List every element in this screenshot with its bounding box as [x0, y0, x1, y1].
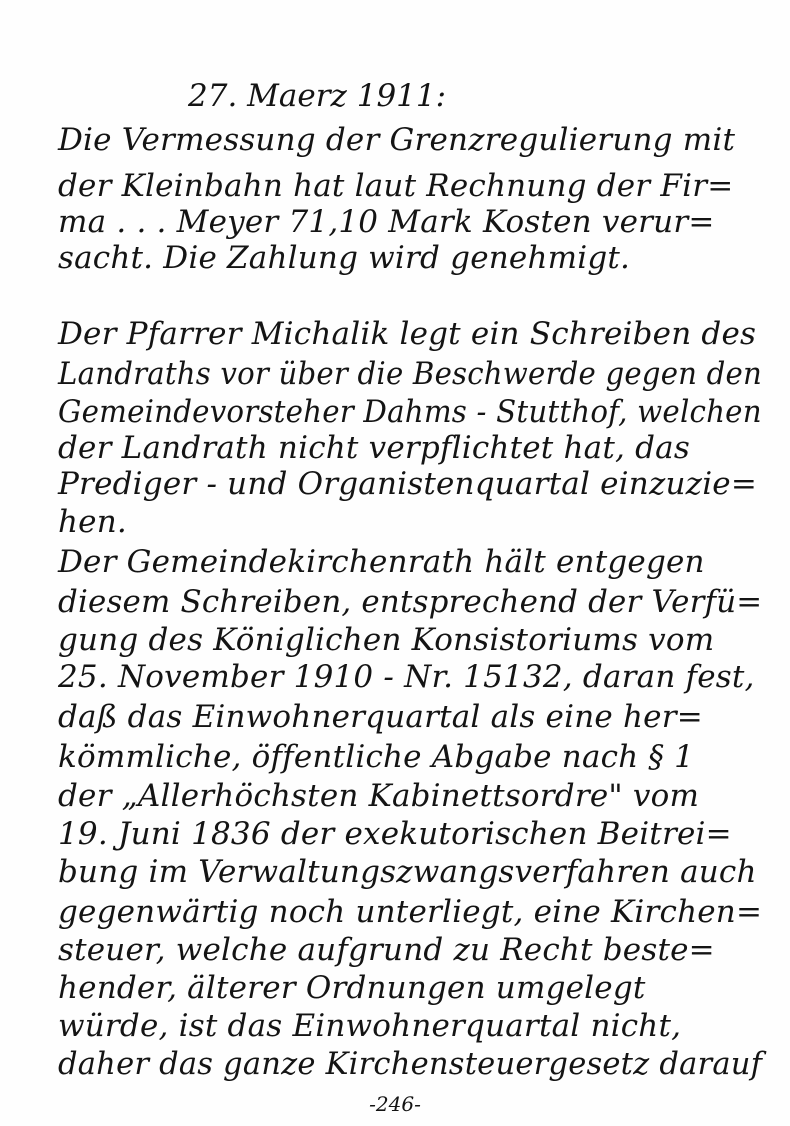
- text-line: sacht. Die Zahlung wird genehmigt.: [58, 240, 631, 276]
- text-line: der Kleinbahn hat laut Rechnung der Fir=: [58, 168, 734, 204]
- text-line: 19. Juni 1836 der exekutorischen Beitrei=: [58, 816, 732, 852]
- text-line: gung des Königlichen Konsistoriums vom: [58, 622, 715, 658]
- text-line: Die Vermessung der Grenzregulierung mit: [58, 122, 736, 158]
- text-line: diesem Schreiben, entsprechend der Verfü=: [58, 584, 763, 620]
- text-line: 25. November 1910 - Nr. 15132, daran fest,: [58, 659, 755, 695]
- text-line: bung im Verwaltungszwangsverfahren auch: [58, 854, 757, 890]
- text-line: der Landrath nicht verpflichtet hat, das: [58, 430, 690, 466]
- text-line: würde, ist das Einwohnerquartal nicht,: [58, 1008, 682, 1044]
- text-line: Der Pfarrer Michalik legt ein Schreiben des: [58, 316, 757, 352]
- text-line: kömmliche, öffentliche Abgabe nach § 1: [58, 739, 695, 775]
- text-line: gegenwärtig noch unterliegt, eine Kirchen=: [58, 894, 763, 930]
- text-line: Gemeindevorsteher Dahms - Stutthof, welchen: [58, 394, 762, 430]
- text-line: hen.: [58, 504, 127, 540]
- text-line: der „Allerhöchsten Kabinettsordre" vom: [58, 778, 700, 814]
- text-line: Landraths vor über die Beschwerde gegen den: [58, 356, 763, 392]
- text-line: Prediger - und Organistenquartal einzuzie=: [58, 466, 758, 502]
- page-number: -246-: [369, 1092, 421, 1116]
- text-line: Der Gemeindekirchenrath hält entgegen: [58, 544, 705, 580]
- text-line: daß das Einwohnerquartal als eine her=: [58, 699, 703, 735]
- text-line: ma . . . Meyer 71,10 Mark Kosten verur=: [58, 204, 715, 240]
- text-line: hender, älterer Ordnungen umgelegt: [58, 970, 646, 1006]
- text-line: steuer, welche aufgrund zu Recht beste=: [58, 932, 715, 968]
- text-line: daher das ganze Kirchensteuergesetz darauf: [58, 1046, 763, 1082]
- entry-date: 27. Maerz 1911:: [188, 78, 447, 114]
